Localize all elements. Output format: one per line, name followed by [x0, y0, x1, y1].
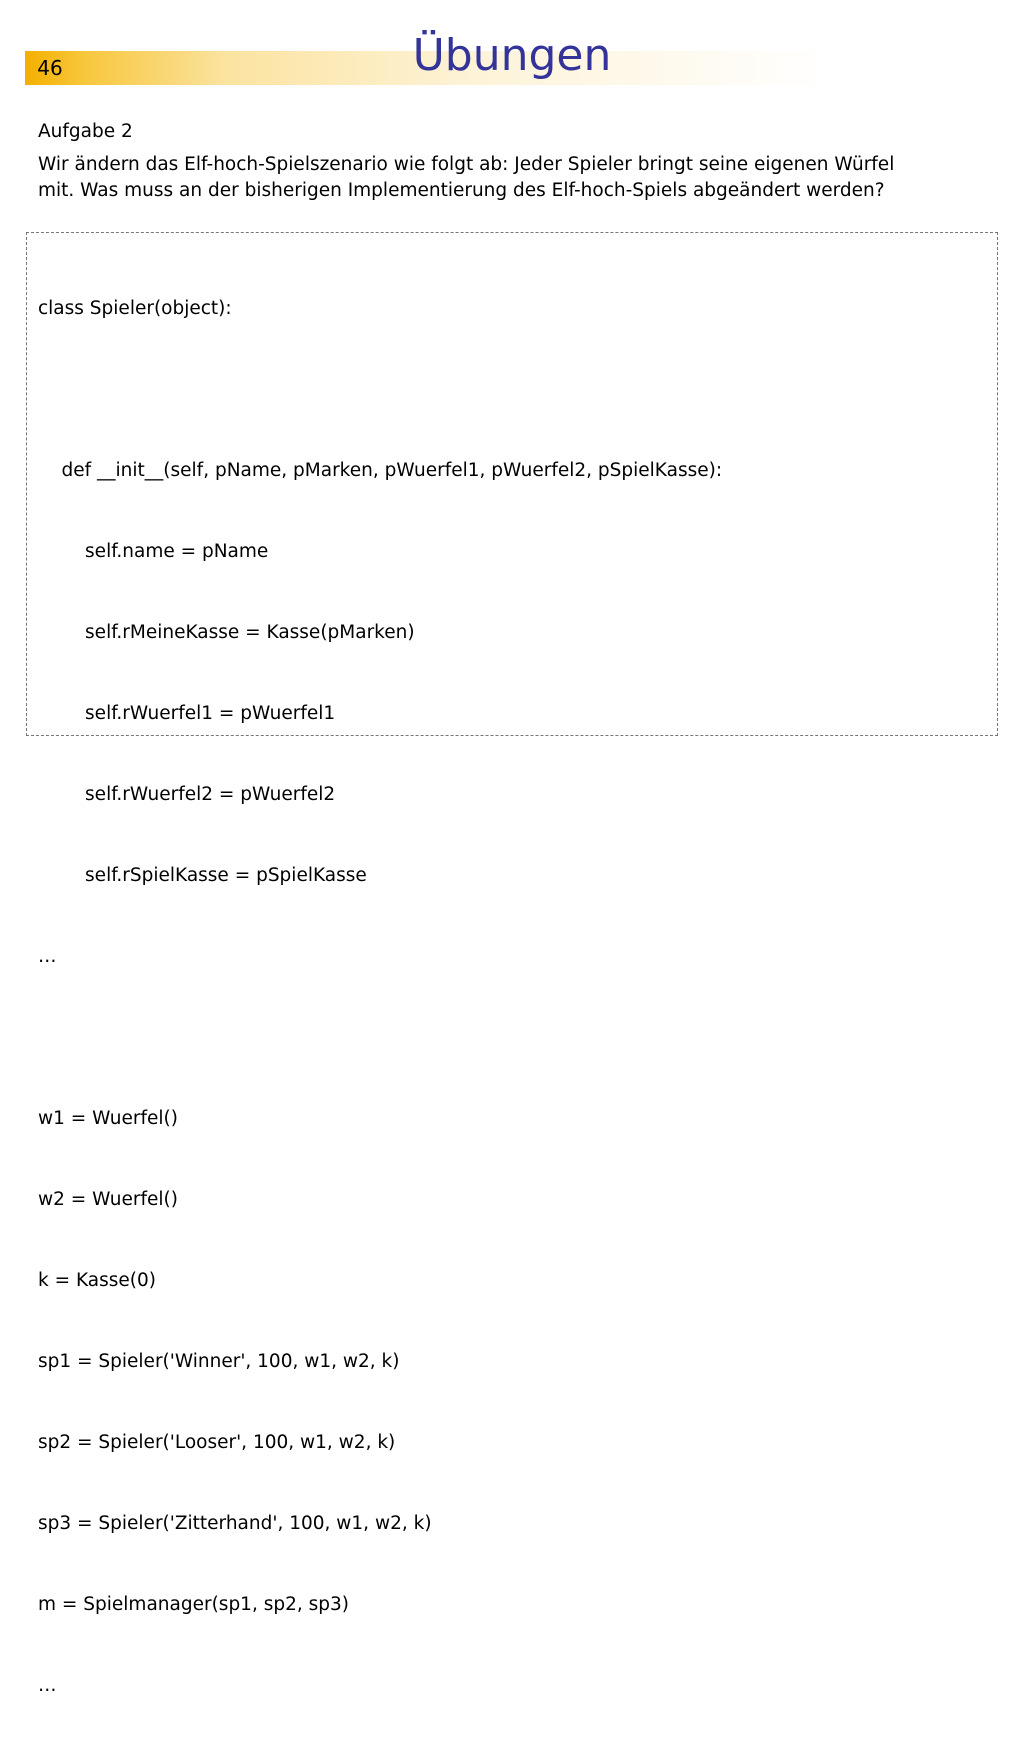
code-line: …: [38, 946, 57, 967]
code-line: self.rMeineKasse = Kasse(pMarken): [38, 622, 415, 643]
task-description: [38, 152, 988, 204]
code-line: [38, 376, 722, 403]
code-line: w2 = Wuerfel(): [38, 1189, 178, 1210]
code-listing: [38, 241, 722, 1753]
task-description-line: Wir ändern das Elf-hoch-Spielszenario wie folgt ab: Jeder Spieler bringt seine eigenen Würfel: [38, 154, 895, 175]
code-line: sp2 = Spieler('Looser', 100, w1, w2, k): [38, 1432, 396, 1453]
code-line: sp3 = Spieler('Zitterhand', 100, w1, w2, k): [38, 1513, 432, 1534]
task-heading: Aufgabe 2: [38, 121, 133, 142]
code-line: …: [38, 1675, 57, 1696]
code-line: sp1 = Spieler('Winner', 100, w1, w2, k): [38, 1351, 400, 1372]
code-line: def __init__(self, pName, pMarken, pWuerfel1, pWuerfel2, pSpielKasse):: [38, 460, 723, 481]
slide-title: Übungen: [412, 30, 612, 81]
code-line: m = Spielmanager(sp1, sp2, sp3): [38, 1594, 349, 1615]
slide-number: 46: [37, 56, 63, 80]
task-description-line: mit. Was muss an der bisherigen Implementierung des Elf-hoch-Spiels abgeändert werden?: [38, 180, 885, 201]
code-line: w1 = Wuerfel(): [38, 1108, 178, 1129]
code-line: self.rWuerfel2 = pWuerfel2: [38, 784, 336, 805]
code-line: self.rWuerfel1 = pWuerfel1: [38, 703, 336, 724]
code-line: class Spieler(object):: [38, 298, 232, 319]
code-line: k = Kasse(0): [38, 1270, 156, 1291]
code-line: self.name = pName: [38, 541, 269, 562]
code-line: self.rSpielKasse = pSpielKasse: [38, 865, 367, 886]
code-box: [26, 232, 998, 1696]
code-line: [38, 1024, 722, 1051]
